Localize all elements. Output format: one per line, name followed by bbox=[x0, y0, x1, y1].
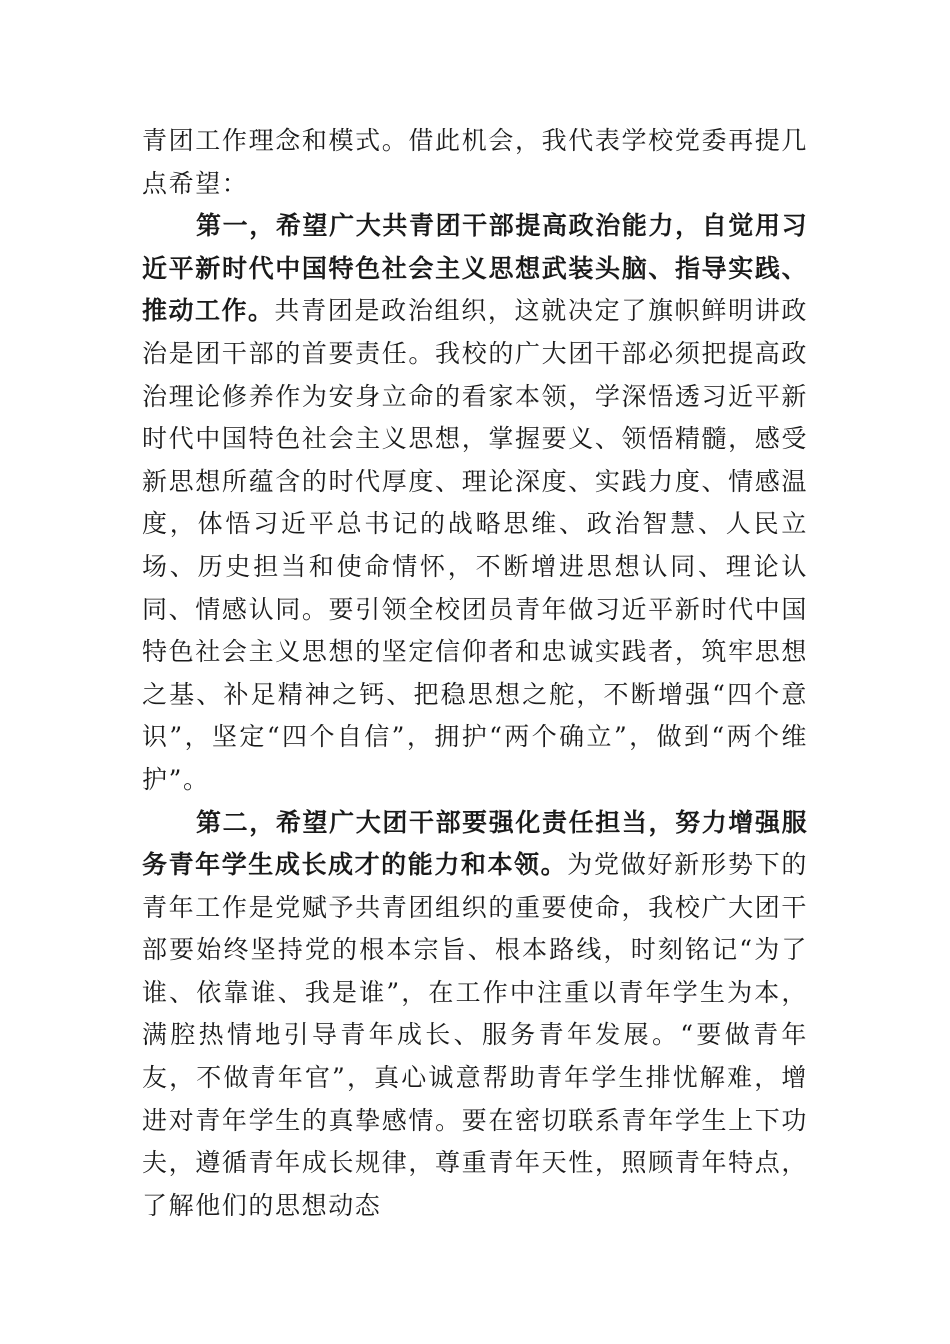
paragraph-first-text: 共青团是政治组织，这就决定了旗帜鲜明讲政治是团干部的首要责任。我校的广大团干部必须把提高政治理论修养作为安身立命的看家本领，学深悟透习近平新时代中国特色社会主义思想，掌握要义、领悟精髓，感受新思想所蕴含的时代厚度、理论深度、实践力度、情感温度，体悟习近平总书记的战略思维、政治智慧、人民立场、历史担当和使命情怀，不断增进思想认同、理论认同、情感认同。要引领全校团员青年做习近平新时代中国特色社会主义思想的坚定信仰者和忠诚实践者，筑牢思想之基、补足精神之钙、把稳思想之舵，不断增强“四个意识”，坚定“四个自信”，拥护“两个确立”，做到“两个维护”。 bbox=[142, 296, 808, 794]
document-body bbox=[142, 120, 808, 1227]
paragraph-second-text: 为党做好新形势下的青年工作是党赋予共青团组织的重要使命，我校广大团干部要始终坚持党的根本宗旨、根本路线，时刻铭记“为了谁、依靠谁、我是谁”，在工作中注重以青年学生为本，满腔热情地引导青年成长、服务青年发展。“要做青年友，不做青年官”，真心诚意帮助青年学生排忧解难，增进对青年学生的真挚感情。要在密切联系青年学生上下功夫，遵循青年成长规律，尊重青年天性，照顾青年特点，了解他们的思想动态 bbox=[142, 850, 808, 1220]
paragraph-first-heading: 第一，希望广大共青团干部提高政治能力，自觉用习近平新时代中国特色社会主义思想武装头脑、指导实践、推动工作。 bbox=[142, 211, 808, 326]
paragraph-intro bbox=[142, 120, 808, 205]
paragraph-second bbox=[142, 802, 808, 1228]
paragraph-first bbox=[142, 205, 808, 801]
paragraph-intro-text: 青团工作理念和模式。借此机会，我代表学校党委再提几点希望： bbox=[142, 126, 808, 198]
paragraph-second-heading: 第二，希望广大团干部要强化责任担当，努力增强服务青年学生成长成才的能力和本领。 bbox=[142, 807, 808, 880]
